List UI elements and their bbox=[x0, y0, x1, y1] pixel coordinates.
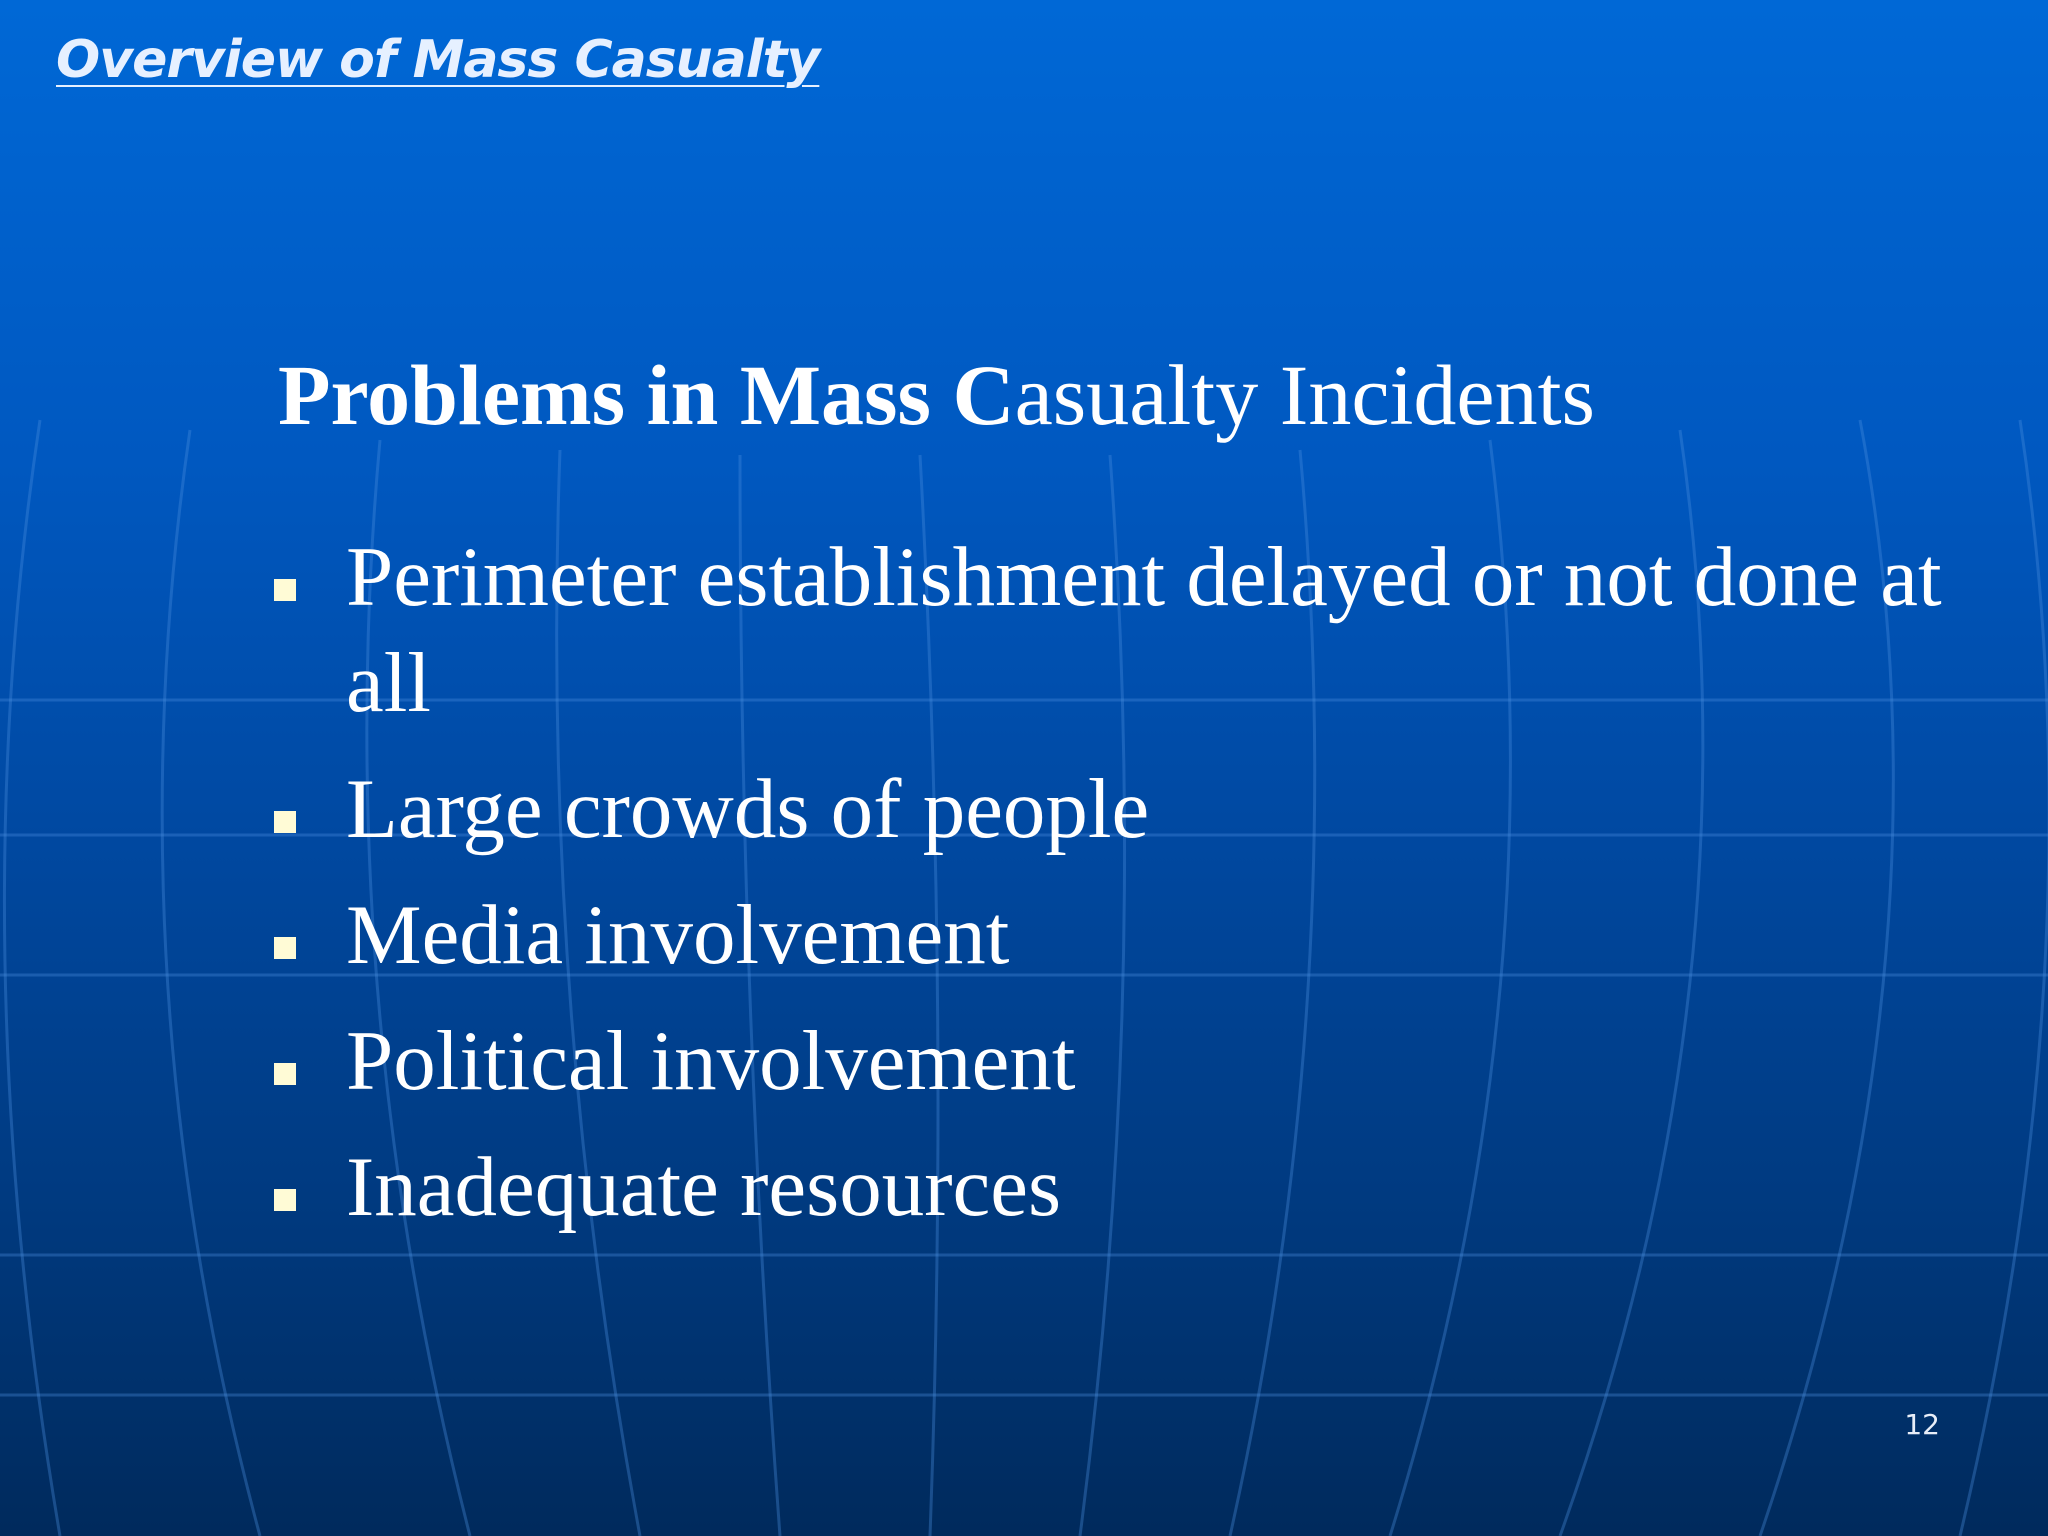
square-bullet-icon bbox=[274, 1063, 296, 1085]
section-link[interactable]: Overview of Mass Casualty bbox=[56, 30, 820, 90]
square-bullet-icon bbox=[274, 1189, 296, 1211]
slide-title-regular: asualty Incidents bbox=[1014, 347, 1595, 443]
page-number: 12 bbox=[1904, 1408, 1940, 1441]
list-item bbox=[270, 1008, 2000, 1114]
square-bullet-icon bbox=[274, 811, 296, 833]
list-item bbox=[270, 756, 2000, 862]
slide-title-bold: Problems in Mass C bbox=[278, 347, 1015, 443]
list-item bbox=[270, 882, 2000, 988]
list-item bbox=[270, 524, 2000, 736]
slide-title bbox=[278, 345, 1595, 445]
bullet-text: Inadequate resources bbox=[346, 1140, 1062, 1234]
square-bullet-icon bbox=[274, 937, 296, 959]
bullet-text: Political involvement bbox=[346, 1014, 1076, 1108]
bullet-list bbox=[270, 524, 2000, 1260]
list-item bbox=[270, 1134, 2000, 1240]
bullet-text: Large crowds of people bbox=[346, 762, 1150, 856]
square-bullet-icon bbox=[274, 579, 296, 601]
bullet-text: Perimeter establishment delayed or not done at all bbox=[346, 530, 1942, 730]
bullet-text: Media involvement bbox=[346, 888, 1010, 982]
